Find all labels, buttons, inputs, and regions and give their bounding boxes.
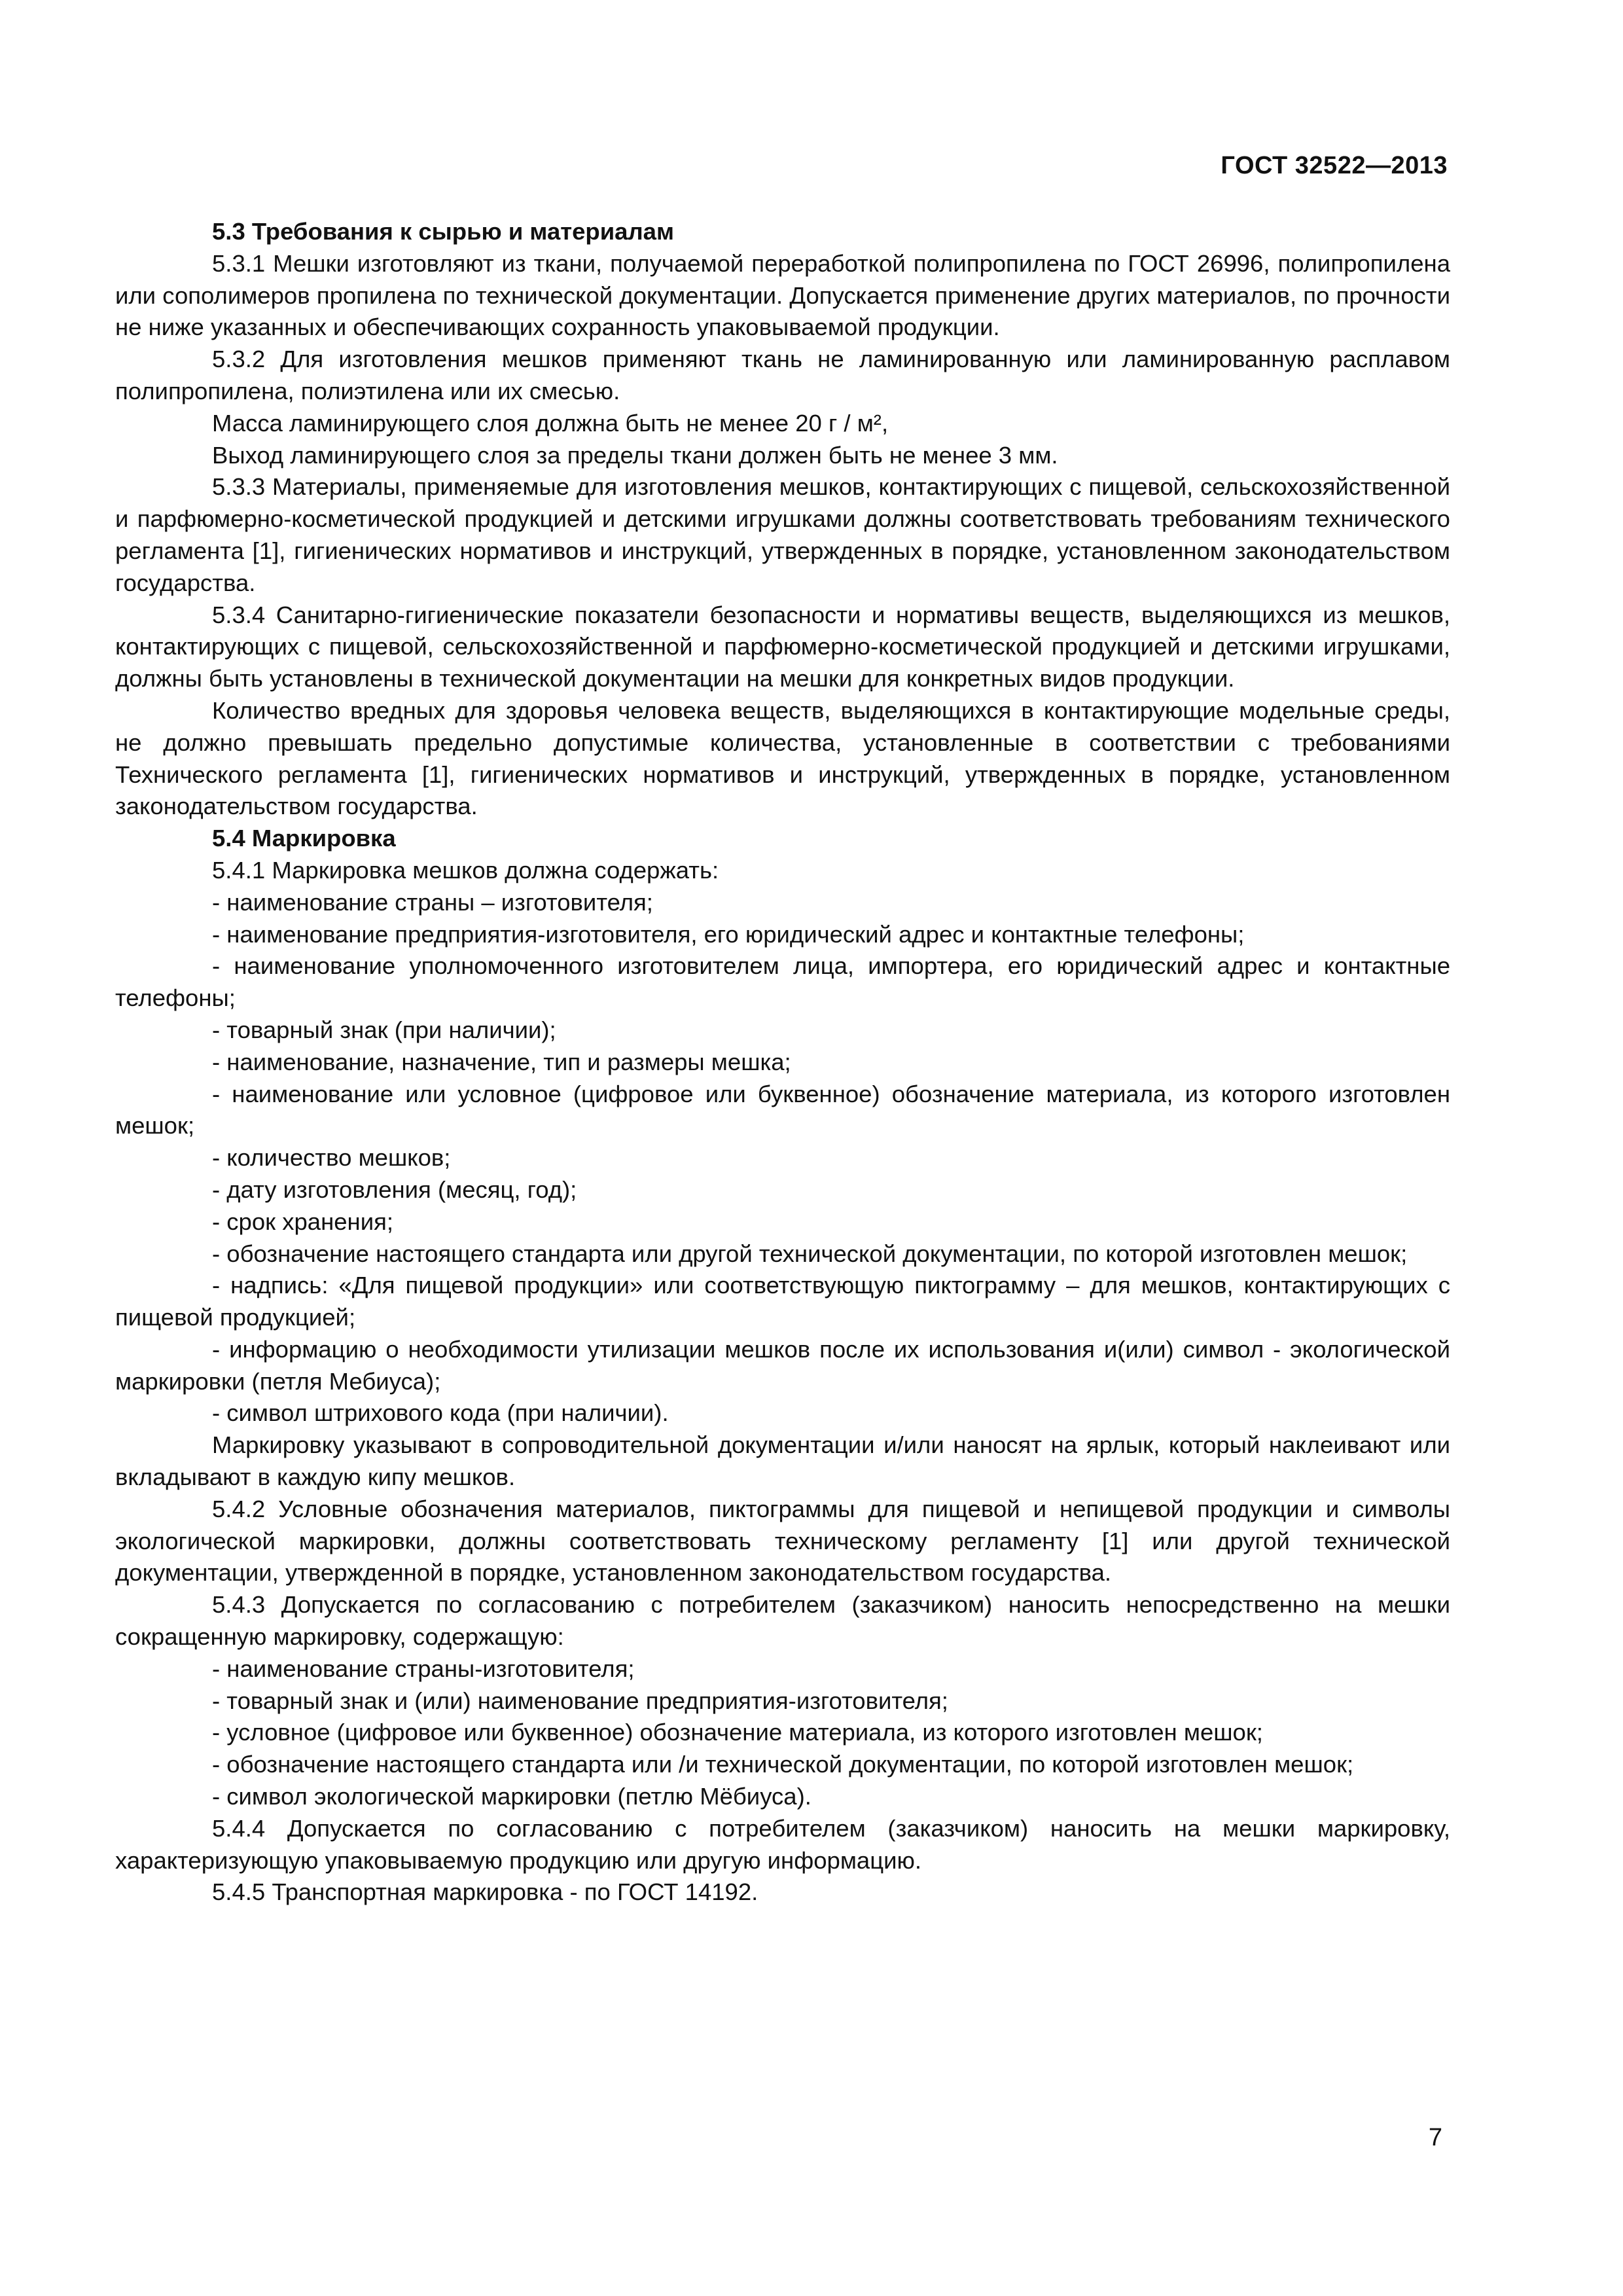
page-number: 7 bbox=[1428, 2124, 1442, 2151]
paragraph: - надпись: «Для пищевой продукции» или соответствующую пиктограмму – для мешков, контактирующих с пищевой продукцией; bbox=[115, 1272, 1450, 1331]
paragraph: Масса ламинирующего слоя должна быть не менее 20 г / м², bbox=[212, 409, 889, 437]
paragraph: 5.4.2 Условные обозначения материалов, пиктограммы для пищевой и непищевой продукции и символы экологической маркировки, должны соответствовать техническому регламенту [1] или другой технической документации, утвержденной в порядке, установленном законодательством государства. bbox=[115, 1495, 1450, 1587]
paragraph: - обозначение настоящего стандарта или другой технической документации, по которой изготовлен мешок; bbox=[212, 1240, 1408, 1267]
paragraph: - товарный знак (при наличии); bbox=[212, 1016, 556, 1043]
paragraph: - наименование страны-изготовителя; bbox=[212, 1655, 635, 1682]
paragraph: - наименование, назначение, тип и размеры мешка; bbox=[212, 1048, 791, 1075]
paragraph: - наименование уполномоченного изготовителем лица, импортера, его юридический адрес и контактные телефоны; bbox=[115, 952, 1450, 1012]
paragraph: - наименование или условное (цифровое или буквенное) обозначение материала, из которого изготовлен мешок; bbox=[115, 1080, 1450, 1139]
paragraph: Маркировку указывают в сопроводительной документации и/или наносят на ярлык, который наклеивают или вкладывают в каждую кипу мешков. bbox=[115, 1431, 1450, 1491]
paragraph: - срок хранения; bbox=[212, 1208, 394, 1235]
document-body bbox=[115, 216, 1450, 1909]
paragraph: - условное (цифровое или буквенное) обозначение материала, из которого изготовлен мешок; bbox=[212, 1719, 1263, 1746]
document-header: ГОСТ 32522—2013 bbox=[1221, 152, 1448, 179]
paragraph: 5.4.4 Допускается по согласованию с потребителем (заказчиком) наносить на мешки маркировку, характеризующую упаковываемую продукцию или другую информацию. bbox=[115, 1814, 1450, 1874]
section-heading: 5.3 Требования к сырью и материалам bbox=[212, 218, 674, 245]
paragraph: - наименование страны – изготовителя; bbox=[212, 888, 653, 916]
paragraph: - символ экологической маркировки (петлю Мёбиуса). bbox=[212, 1783, 812, 1810]
paragraph: - количество мешков; bbox=[212, 1144, 451, 1172]
paragraph: 5.3.4 Санитарно-гигиенические показатели безопасности и нормативы веществ, выделяющихся из мешков, контактирующих с пищевой, сельскохозяйственной и парфюмерно-косметической продукцией и детскими игрушками, должны быть установлены в технической документации на мешки для конкретных видов продукции. bbox=[115, 601, 1450, 692]
paragraph: - информацию о необходимости утилизации мешков после их использования и(или) символ - экологической маркировки (петля Мебиуса); bbox=[115, 1335, 1450, 1395]
paragraph: 5.3.3 Материалы, применяемые для изготовления мешков, контактирующих с пищевой, сельскохозяйственной и парфюмерно-косметической продукцией и детскими игрушками должны соответствовать требованиям технического регламента [1], гигиенических нормативов и инструкций, утвержденных в порядке, установленном законодательством государства. bbox=[115, 473, 1450, 596]
paragraph: Количество вредных для здоровья человека веществ, выделяющихся в контактирующие модельные среды, не должно превышать предельно допустимые количества, установленные в соответствии с требованиями Технического регламента [1], гигиенических нормативов и инструкций, утвержденных в порядке, установленном законодательством государства. bbox=[115, 696, 1450, 820]
paragraph: 5.4.5 Транспортная маркировка - по ГОСТ 14192. bbox=[212, 1878, 758, 1906]
paragraph: Выход ламинирующего слоя за пределы ткани должен быть не менее 3 мм. bbox=[212, 441, 1058, 469]
paragraph: - товарный знак и (или) наименование предприятия-изготовителя; bbox=[212, 1687, 948, 1714]
section-heading: 5.4 Маркировка bbox=[212, 825, 396, 852]
paragraph: - дату изготовления (месяц, год); bbox=[212, 1175, 577, 1203]
paragraph: - символ штрихового кода (при наличии). bbox=[212, 1399, 669, 1427]
paragraph: 5.4.1 Маркировка мешков должна содержать: bbox=[212, 856, 719, 884]
paragraph: 5.4.3 Допускается по согласованию с потребителем (заказчиком) наносить непосредственно на мешки сокращенную маркировку, содержащую: bbox=[115, 1591, 1450, 1651]
paragraph: - наименование предприятия-изготовителя, его юридический адрес и контактные телефоны; bbox=[212, 920, 1245, 948]
paragraph: 5.3.1 Мешки изготовляют из ткани, получаемой переработкой полипропилена по ГОСТ 26996, полипропилена или сополимеров пропилена по технической документации. Допускается применение других материалов, по прочности не ниже указанных и обеспечивающих сохранность упаковываемой продукции. bbox=[115, 249, 1450, 341]
paragraph: 5.3.2 Для изготовления мешков применяют ткань не ламинированную или ламинированную расплавом полипропилена, полиэтилена или их смесью. bbox=[115, 346, 1450, 404]
paragraph: - обозначение настоящего стандарта или /и технической документации, по которой изготовлен мешок; bbox=[212, 1751, 1354, 1778]
